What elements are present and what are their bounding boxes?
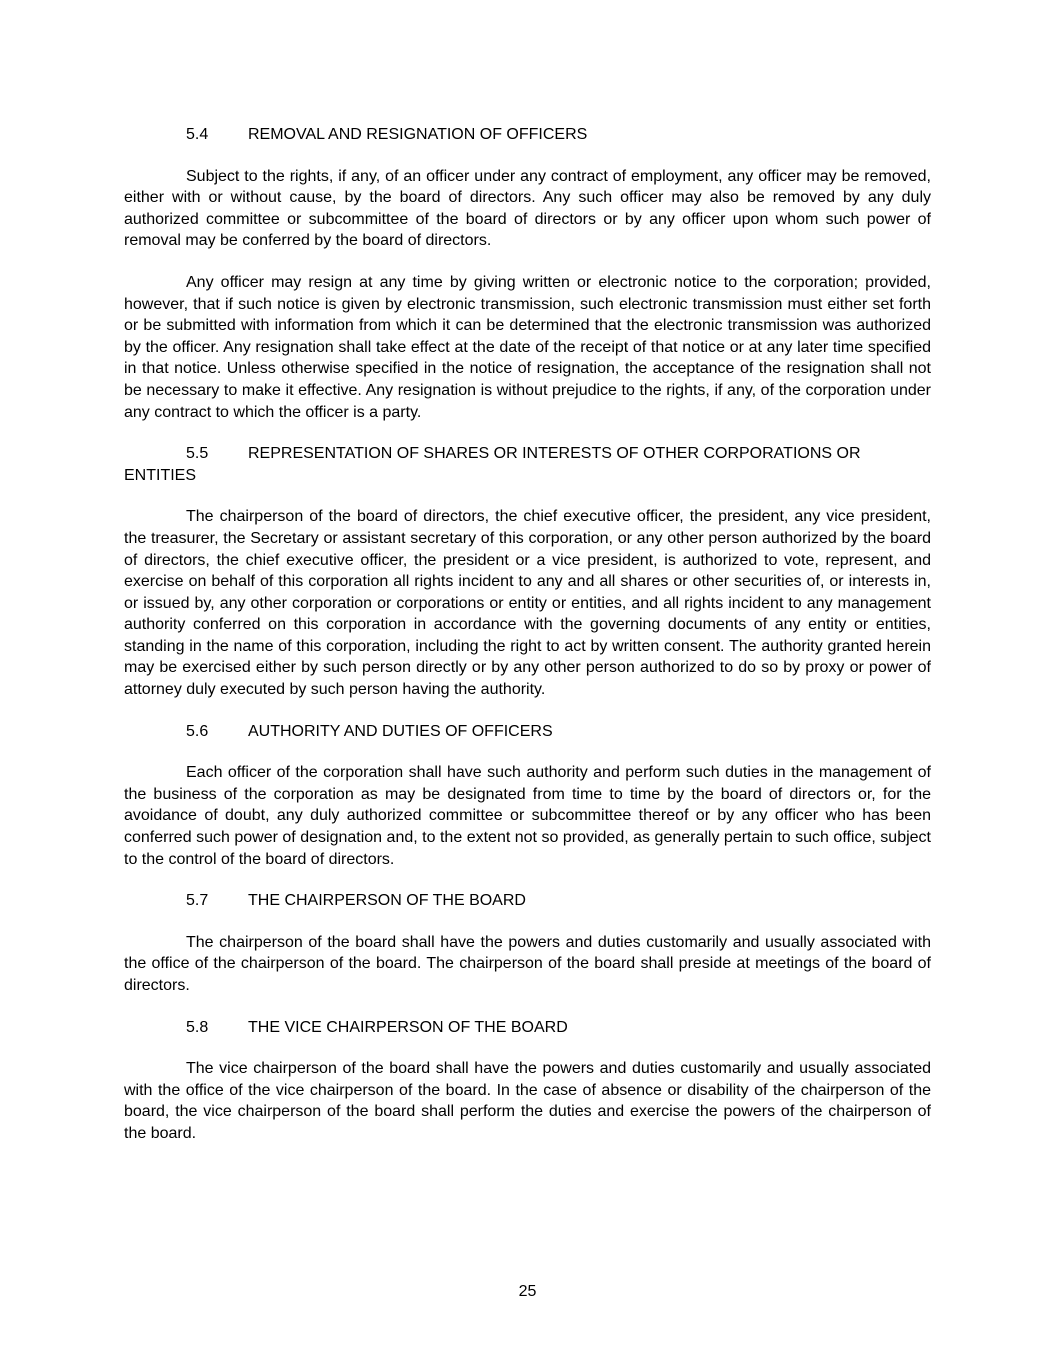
section-paragraph: Any officer may resign at any time by giving written or electronic notice to the corporation; provided, however, that if such notice is given by electronic transmission, such electronic transmission must either set forth or be submitted with information from which it can be determined that the electronic transmission was authorized by the officer. Any resignation shall take effect at the date of the receipt of that notice or at any later time specified in that notice. Unless otherwise specified in the notice of resignation, the acceptance of the resignation shall not be necessary to make it effective. Any resignation is without prejudice to the rights, if any, of the corporation under any contract to which the officer is a party. [124, 273, 931, 421]
section-number: 5.5 [186, 445, 209, 463]
section-paragraph: Subject to the rights, if any, of an officer under any contract of employment, any officer may be removed, either with or without cause, by the board of directors. Any such officer may also be removed by any duly authorized committee or subcommittee of the board of directors or by any officer upon whom such power of removal may be conferred by the board of directors. [124, 167, 931, 250]
section-heading [124, 890, 931, 912]
section-paragraph: The chairperson of the board of directors, the chief executive officer, the president, any vice president, the treasurer, the Secretary or assistant secretary of this corporation, or any other person authorized by the board of directors, the chief executive officer, the president or a vice president, is authorized to vote, represent, and exercise on behalf of this corporation all rights incident to any and all shares or other securities of, or interests in, or issued by, any other corporation or corporations or entity or entities, and all rights incident to any management authority conferred on this corporation in accordance with the governing documents of any entity or entities, standing in the name of this corporation, including the right to act by written consent. The authority granted herein may be exercised either by such person directly or by any other person authorized to do so by proxy or power of attorney duly executed by such person having the authority. [124, 508, 931, 699]
section-5-6 [124, 721, 931, 871]
section-paragraph: Each officer of the corporation shall have such authority and perform such duties in the management of the business of the corporation as may be designated from time to time by the board of directors or, for the avoidance of doubt, any duly authorized committee or subcommittee thereof or by any officer who has been conferred such power of designation and, to the extent not so provided, as generally pertain to such office, subject to the control of the board of directors. [124, 764, 931, 868]
section-5-4 [124, 124, 931, 423]
section-title: THE CHAIRPERSON OF THE BOARD [248, 892, 526, 910]
document-page [124, 124, 931, 1165]
section-heading [124, 124, 931, 146]
section-title: AUTHORITY AND DUTIES OF OFFICERS [248, 722, 553, 740]
section-heading [124, 443, 931, 486]
section-number: 5.4 [186, 126, 209, 143]
section-number: 5.8 [186, 1018, 209, 1036]
section-number: 5.6 [186, 722, 209, 740]
section-paragraph: The chairperson of the board shall have the powers and duties customarily and usually associated with the office of the chairperson of the board. The chairperson of the board shall preside at meetings of the board of directors. [124, 933, 931, 994]
section-heading [124, 1017, 931, 1039]
section-title: REMOVAL AND RESIGNATION OF OFFICERS [248, 126, 588, 143]
section-number: 5.7 [186, 892, 209, 910]
section-title: REPRESENTATION OF SHARES OR INTERESTS OF OTHER CORPORATIONS OR ENTITIES [124, 445, 861, 484]
section-heading [124, 721, 931, 743]
section-title: THE VICE CHAIRPERSON OF THE BOARD [248, 1018, 568, 1036]
section-5-5 [124, 443, 931, 701]
page-number: 25 [518, 1283, 537, 1300]
section-5-7 [124, 890, 931, 996]
section-5-8 [124, 1017, 931, 1145]
section-paragraph: The vice chairperson of the board shall have the powers and duties customarily and usually associated with the office of the vice chairperson of the board. In the case of absence or disability of the chairperson of the board, the vice chairperson of the board shall perform the duties and exercise the powers of the chairperson of the board. [124, 1060, 931, 1142]
